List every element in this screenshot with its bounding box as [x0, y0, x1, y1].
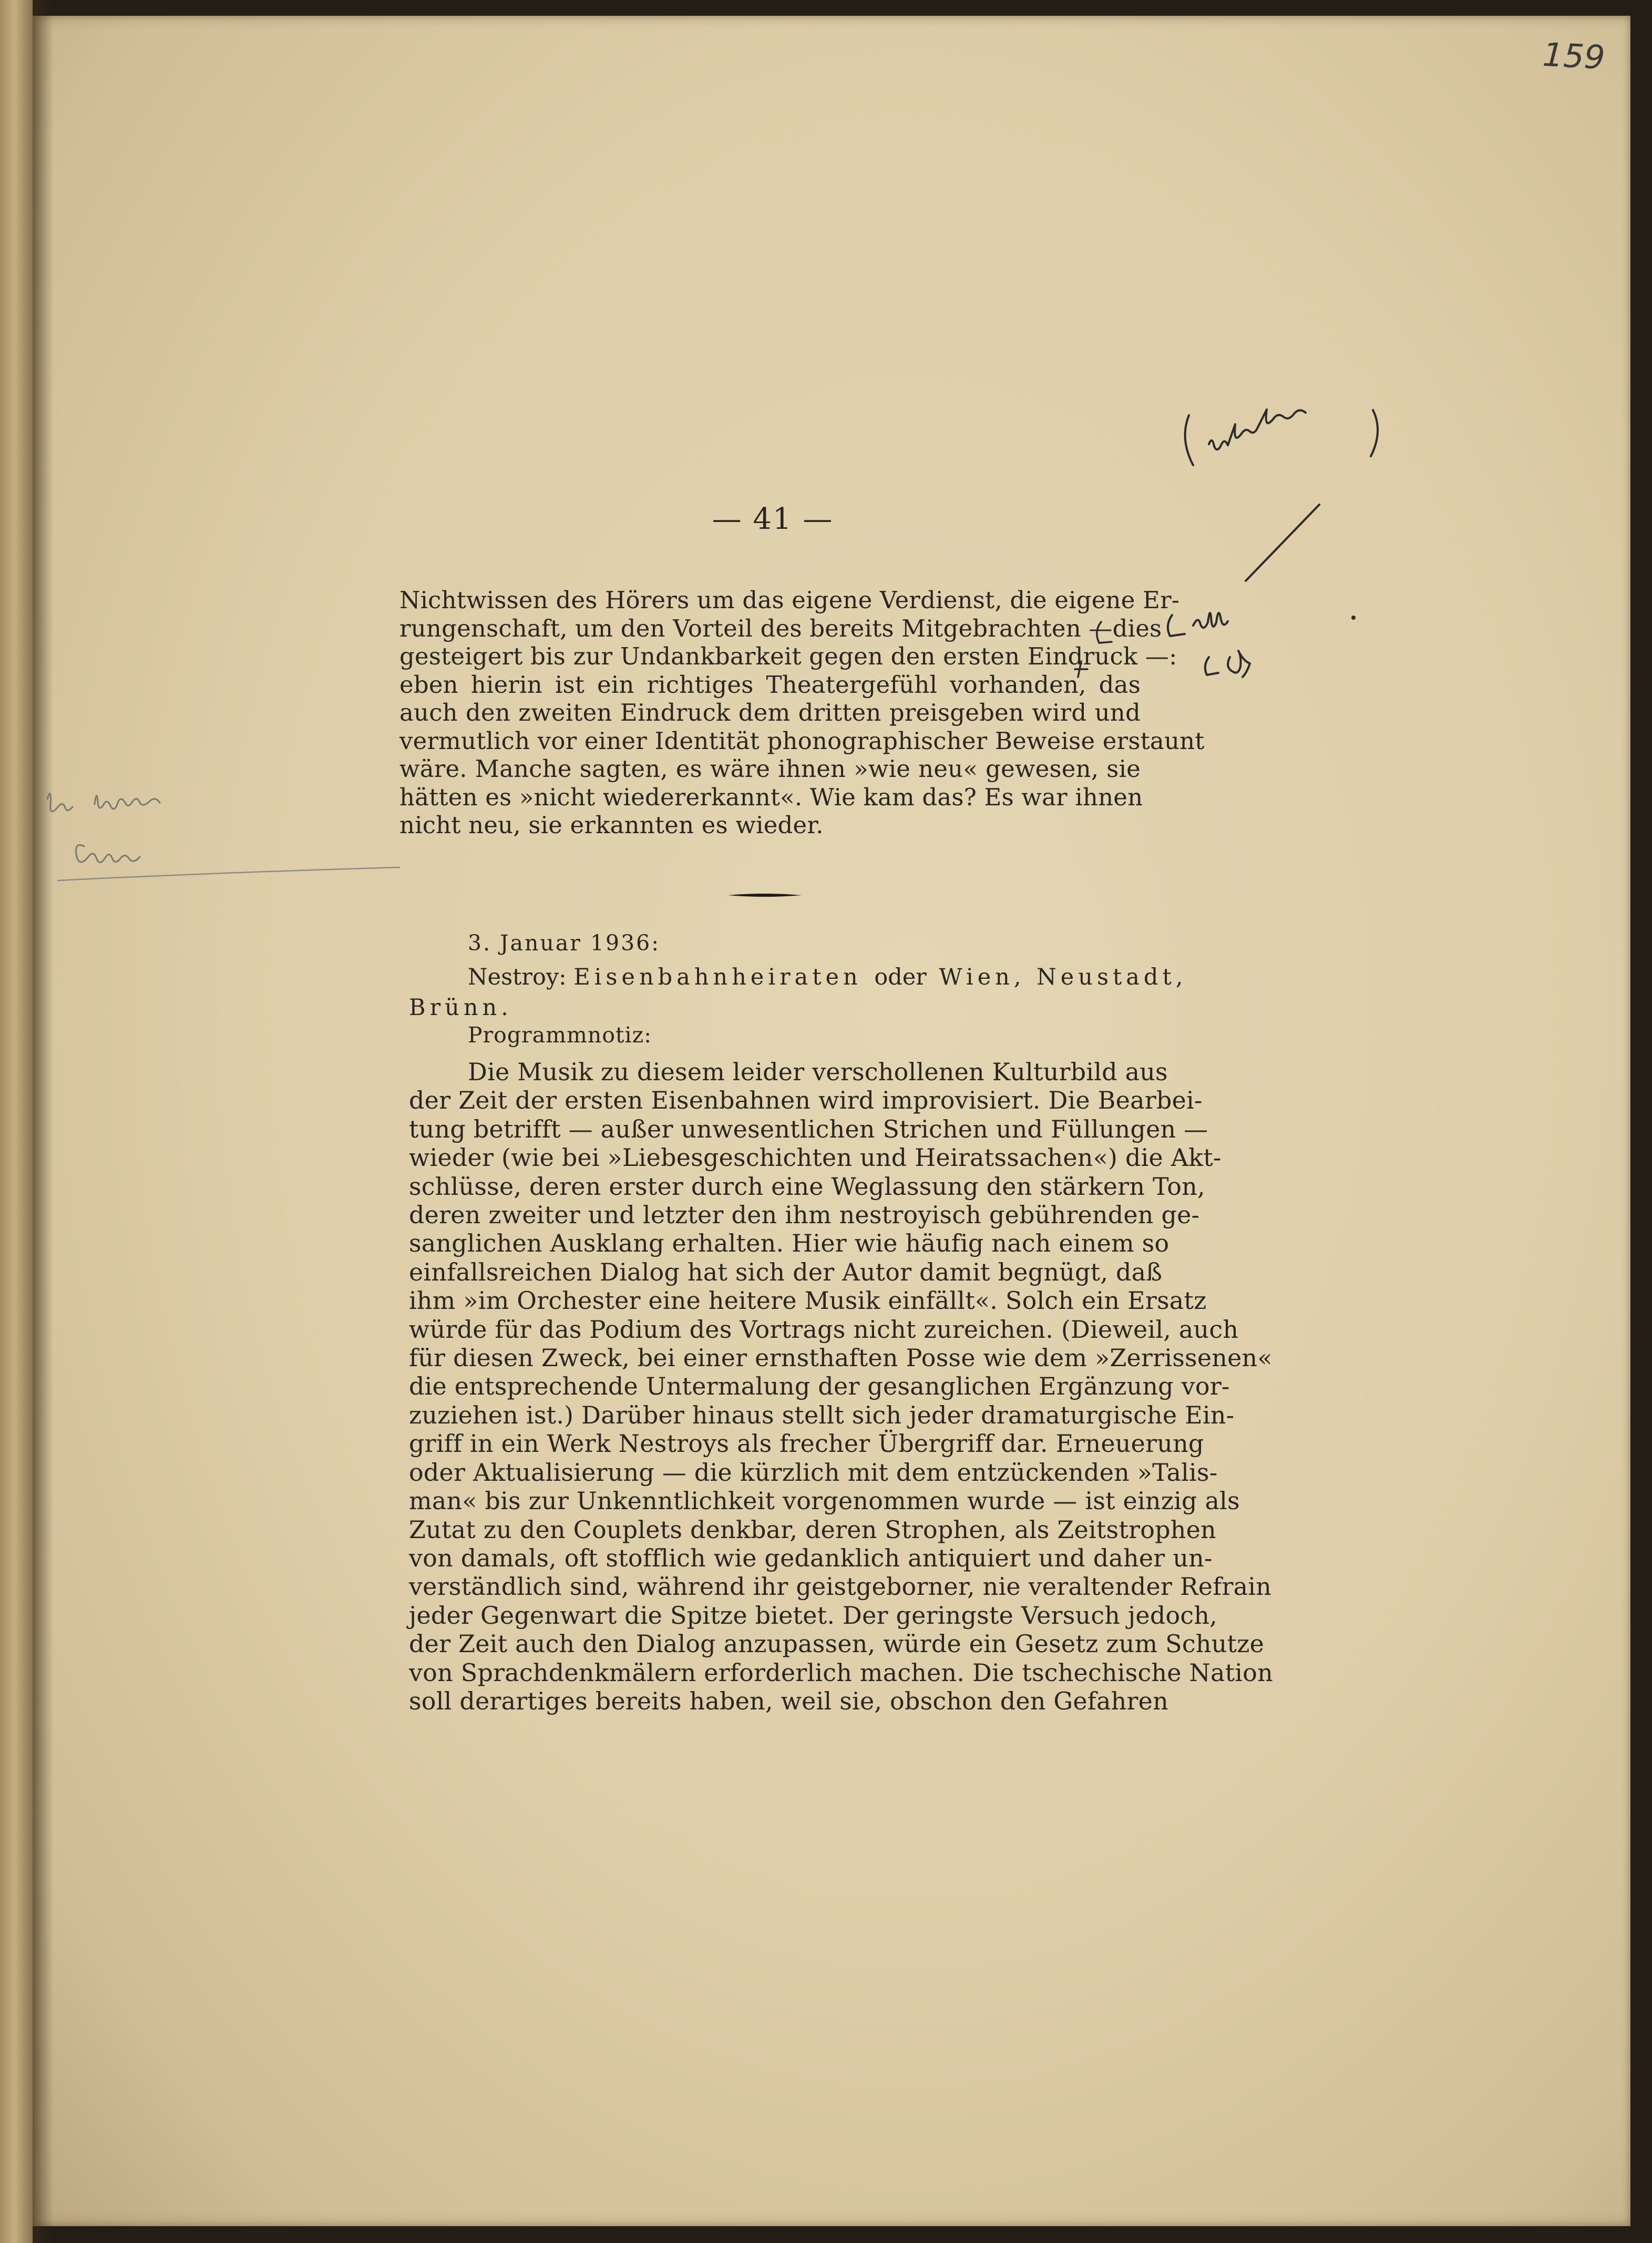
text-line: würde für das Podium des Vortrags nicht zureichen. (Dieweil, auch	[409, 1315, 1239, 1344]
text-line: Zutat zu den Couplets denkbar, deren Strophen, als Zeitstrophen	[409, 1515, 1216, 1544]
text-line: gesteigert bis zur Undankbarkeit gegen den ersten Eindruck —:	[399, 642, 1177, 670]
paragraph-continuation	[399, 586, 1205, 839]
play-title: Eisenbahnheiraten	[573, 964, 862, 990]
text-line: wäre. Manche sagten, es wäre ihnen »wie neu« gewesen, sie	[399, 755, 1141, 783]
text-line: vermutlich vor einer Identität phonographischer Beweise erstaunt	[399, 726, 1205, 755]
ink-correction-marks-icon	[1156, 489, 1382, 689]
title-connector: oder	[874, 964, 927, 990]
title-line	[409, 962, 1187, 992]
ink-margin-note-icon	[1177, 400, 1398, 478]
ornamental-rule-icon	[728, 893, 802, 898]
text-line: oder Aktualisierung — die kürzlich mit dem entzückenden »Talis-	[409, 1458, 1218, 1487]
text-line: soll derartiges bereits haben, weil sie, obschon den Gefahren	[409, 1686, 1168, 1715]
text-line: der Zeit der ersten Eisenbahnen wird improvisiert. Die Bearbei-	[409, 1086, 1203, 1115]
text-line: einfallsreichen Dialog hat sich der Autor damit begnügt, daß	[409, 1257, 1163, 1286]
play-subtitle-end: Brünn.	[409, 995, 512, 1021]
program-note-label: Programmnotiz:	[468, 1022, 652, 1048]
author-name: Nestroy:	[468, 964, 567, 990]
text-line: wieder (wie bei »Liebesgeschichten und Heiratssachen«) die Akt-	[409, 1143, 1222, 1172]
text-line: von Sprachdenkmälern erforderlich machen. Die tschechische Nation	[409, 1658, 1273, 1687]
text-line: sanglichen Ausklang erhalten. Hier wie häufig nach einem so	[409, 1229, 1169, 1258]
text-line: die entsprechende Untermalung der gesanglichen Ergänzung vor-	[409, 1372, 1230, 1401]
text-line: verständlich sind, während ihr geistgeborner, nie veraltender Refrain	[409, 1572, 1272, 1601]
previous-page-edge	[0, 0, 33, 2243]
ink-dot-icon	[1346, 610, 1361, 626]
text-line: der Zeit auch den Dialog anzupassen, würde ein Gesetz zum Schutze	[409, 1630, 1265, 1658]
page-number: — 41 —	[712, 502, 834, 536]
text-line: deren zweiter und letzter den ihm nestroyisch gebührenden ge-	[409, 1201, 1200, 1230]
text-line: Die Musik zu diesem leider verschollenen Kulturbild aus	[468, 1058, 1168, 1086]
pencil-margin-note-icon	[32, 783, 410, 909]
text-line: griff in ein Werk Nestroys als frecher Übergriff dar. Erneuerung	[409, 1429, 1204, 1458]
play-subtitle: Wien, Neustadt,	[939, 964, 1187, 990]
binding-shadow	[33, 0, 54, 2243]
text-line: für diesen Zweck, bei einer ernsthaften Posse wie dem »Zerrissenen«	[409, 1344, 1273, 1373]
text-line: zuziehen ist.) Darüber hinaus stellt sich jeder dramaturgische Ein-	[409, 1400, 1235, 1429]
text-line: rungenschaft, um den Vorteil des bereits Mitgebrachten —dies	[399, 614, 1162, 642]
text-line: eben hierin ist ein richtiges Theatergefühl vorhanden, das	[399, 670, 1141, 699]
text-line: hätten es »nicht wiedererkannt«. Wie kam das? Es war ihnen	[399, 783, 1143, 811]
text-line: schlüsse, deren erster durch eine Weglassung den stärkern Ton,	[409, 1172, 1205, 1201]
text-line: man« bis zur Unkenntlichkeit vorgenommen wurde — ist einzig als	[409, 1487, 1240, 1515]
text-line: nicht neu, sie erkannten es wieder.	[399, 811, 824, 839]
text-line: ihm »im Orchester eine heitere Musik einfällt«. Solch ein Ersatz	[409, 1286, 1207, 1315]
text-line: von damals, oft stofflich wie gedanklich antiquiert und daher un-	[409, 1543, 1213, 1572]
text-line: Nichtwissen des Hörers um das eigene Verdienst, die eigene Er-	[399, 586, 1180, 614]
text-line: jeder Gegenwart die Spitze bietet. Der geringste Versuch jedoch,	[409, 1601, 1217, 1630]
text-line: tung betrifft — außer unwesentlichen Strichen und Füllungen —	[409, 1114, 1208, 1143]
entry-title	[409, 962, 1187, 1023]
text-line: auch den zweiten Eindruck dem dritten preisgeben wird und	[399, 699, 1141, 726]
entry-date: 3. Januar 1936:	[468, 930, 661, 956]
program-note-body	[409, 1058, 1273, 1715]
archive-folio-number: 159	[1542, 35, 1606, 77]
